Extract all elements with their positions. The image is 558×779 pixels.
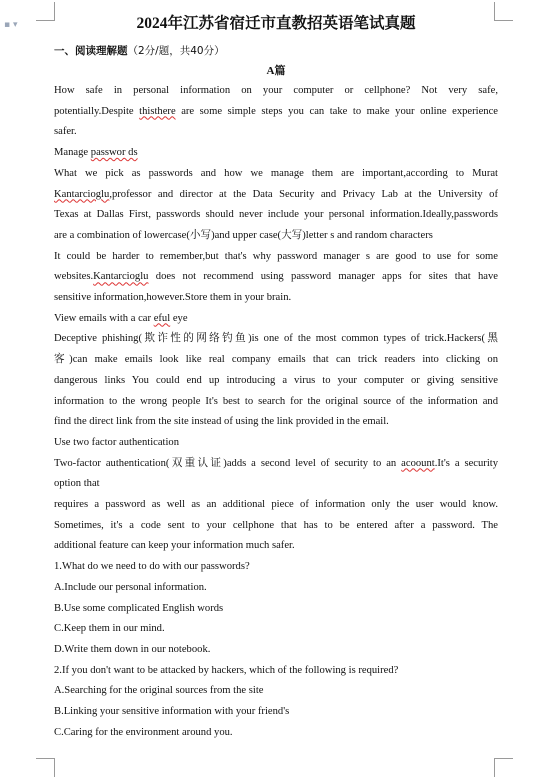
section-heading-text: 一、阅读理解题 bbox=[54, 45, 128, 57]
text-line: D.Write them down in our notebook. bbox=[54, 643, 211, 655]
text-line: How safe in personal information on your computer or cellphone? Not very safe, bbox=[54, 85, 498, 96]
document-title: 2024年江苏省宿迁市直教招英语笔试真题 bbox=[136, 15, 416, 32]
section-points: （2分/题，共40分） bbox=[127, 45, 225, 57]
page-corner-mark-top-left bbox=[36, 2, 55, 21]
text-line: Sometimes, it's a code sent to your cellphone that has to be entered after a password. The bbox=[54, 519, 498, 531]
text-line: information to the wrong people It's best to search for the original source of the information and bbox=[54, 395, 498, 407]
paragraph-marker-icon[interactable]: ▪ ▾ bbox=[4, 20, 18, 30]
passage-label: A篇 bbox=[266, 65, 286, 77]
text-line: Kantarcioglu,professor and director at the Data Security and Privacy Lab at the University of bbox=[54, 188, 498, 200]
text-line: It could be harder to remember,but that's why password manager s are good to use for some bbox=[54, 250, 498, 262]
text-line: option that bbox=[54, 478, 100, 490]
text-line: potentially.Despite thisthere are some simple steps you can take to make your online experience bbox=[54, 105, 498, 117]
text-line: find the direct link from the site instead of using the link provided in the email. bbox=[54, 416, 389, 428]
text-line: Deceptive phishing(欺诈性的网络钓鱼)is one of the most common types of trick.Hackers(黑 bbox=[54, 333, 498, 345]
text-line: 客)can make emails look like real company emails that can trick readers into clicking on bbox=[54, 354, 498, 366]
text-line: Manage passwor ds bbox=[54, 147, 138, 159]
text-line: Use two factor authentication bbox=[54, 436, 180, 448]
text-line: View emails with a car eful eye bbox=[54, 312, 188, 324]
text-line: websites.Kantarcioglu does not recommend using password manager apps for sites that have bbox=[54, 271, 498, 283]
passage-body bbox=[54, 81, 498, 744]
page-corner-mark-bottom-left bbox=[36, 758, 55, 777]
text-line: C.Caring for the environment around you. bbox=[54, 726, 233, 738]
text-line: sensitive information,however.Store them in your brain. bbox=[54, 292, 292, 304]
text-line: dangerous links You could end up introducing a virus to your computer or giving sensitive bbox=[54, 374, 498, 386]
text-line: 2.If you don't want to be attacked by hackers, which of the following is required? bbox=[54, 664, 399, 676]
text-line: A.Include our personal information. bbox=[54, 581, 207, 593]
text-line: requires a password as well as an additional piece of information only the user would know. bbox=[54, 499, 498, 511]
text-line: What we pick as passwords and how we manage them are important,according to Murat bbox=[54, 167, 498, 179]
text-line: C.Keep them in our mind. bbox=[54, 623, 165, 635]
text-line: safer. bbox=[54, 126, 77, 138]
document-page bbox=[54, 14, 498, 744]
text-line: Two-factor authentication(双重认证)adds a second level of security to an acoount.It's a security bbox=[54, 457, 498, 469]
text-line: 1.What do we need to do with our passwords? bbox=[54, 561, 250, 573]
text-line: are a combination of lowercase(小写)and upper case(大写)letter s and random characters bbox=[54, 229, 433, 241]
text-line: A.Searching for the original sources from the site bbox=[54, 685, 264, 697]
page-corner-mark-bottom-right bbox=[494, 758, 513, 777]
text-line: Texas at Dallas First, passwords should never include your personal information.Ideally,passwords bbox=[54, 209, 498, 221]
text-line: B.Linking your sensitive information with your friend's bbox=[54, 706, 290, 718]
text-line: B.Use some complicated English words bbox=[54, 602, 224, 614]
section-heading bbox=[54, 44, 498, 58]
text-line: additional feature can keep your information much safer. bbox=[54, 540, 295, 552]
